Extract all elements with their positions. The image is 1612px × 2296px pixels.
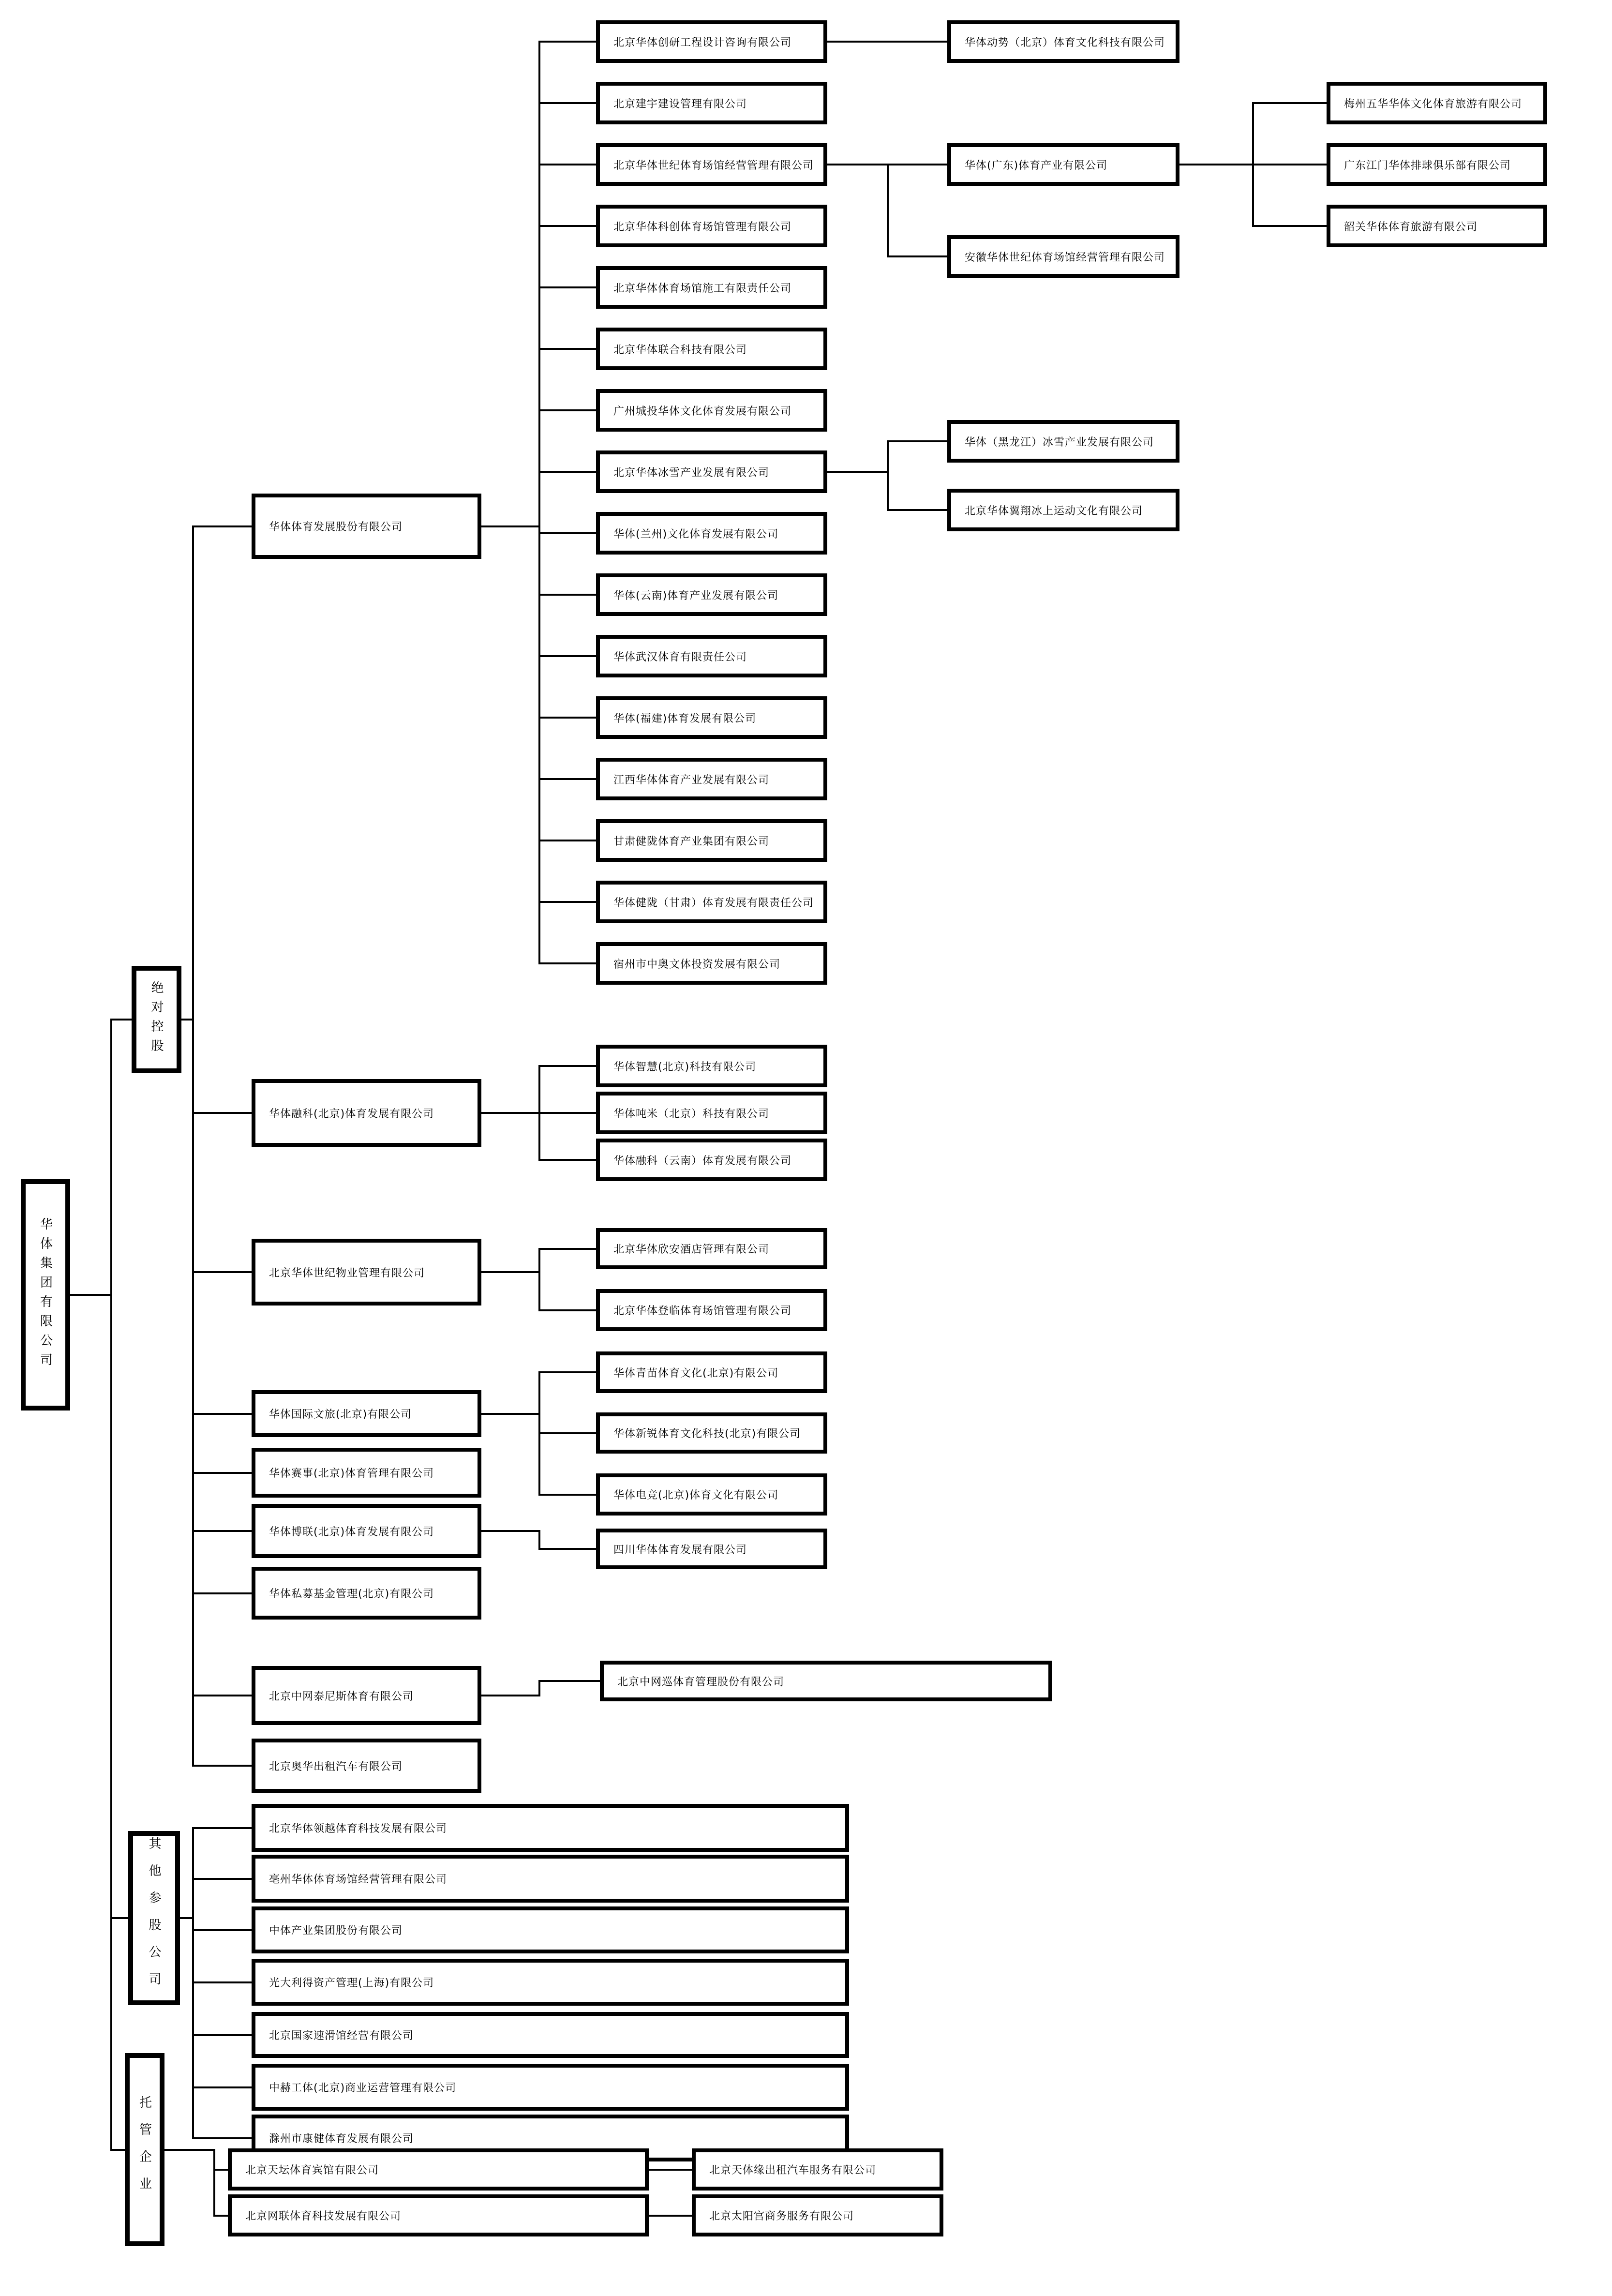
org-node-label: 华体新锐体育文化科技(北京)有限公司 [613,1428,801,1440]
connector-line [193,1112,252,1114]
org-node-hlj [947,420,1179,463]
org-node-bolian [252,1504,481,1558]
org-node-oc4 [252,1959,849,2006]
connector-line [888,255,947,257]
connector-line [481,1112,539,1114]
org-node-label: 中体产业集团股份有限公司 [269,1925,403,1937]
org-node-label: 北京国家速滑馆经营有限公司 [269,2030,414,2042]
connector-line [193,1413,252,1415]
org-node-a1 [596,20,827,63]
connector-line [649,2169,692,2171]
connector-line [193,1695,252,1696]
org-node-yx [947,489,1179,531]
connector-line [539,594,596,596]
connector-line [539,1309,596,1311]
org-node-a4 [596,205,827,247]
org-node-label: 华体博联(北京)体育发展有限公司 [269,1526,434,1538]
org-node-tg2 [228,2194,649,2236]
connector-line [481,1695,539,1696]
connector-line [111,1917,128,1919]
org-node-a8 [596,450,827,493]
connector-line [538,1530,540,1550]
org-node-sc1 [596,1529,827,1569]
org-node-label: 北京华体登临体育场馆管理有限公司 [613,1305,792,1317]
connector-line [193,1981,252,1983]
org-node-label: 华体动势（北京）体育文化科技有限公司 [965,36,1165,49]
org-node-label: 亳州华体体育场馆经营管理有限公司 [269,1874,448,1886]
connector-line [193,1929,252,1931]
org-node-a7 [596,389,827,432]
org-node-label: 华体电竞(北京)体育文化有限公司 [613,1489,779,1501]
org-node-label: 华体智慧(北京)科技有限公司 [613,1061,757,1073]
org-node-label: 其他参股公司 [147,1837,161,1999]
connector-line [539,1065,596,1067]
org-node-label: 北京华体创研工程设计咨询有限公司 [613,36,792,49]
connector-line [539,962,596,964]
connector-line [539,348,596,350]
org-node-mz [1327,82,1547,124]
connector-line [888,41,947,43]
connector-line [539,840,596,841]
org-node-label: 北京奥华出租汽车有限公司 [269,1760,403,1773]
org-node-label: 华体赛事(北京)体育管理有限公司 [269,1468,434,1480]
org-node-label: 北京网联体育科技发展有限公司 [245,2210,402,2222]
connector-line [888,509,947,511]
connector-line [888,440,947,442]
org-node-htrk [252,1079,481,1147]
connector-line [193,1592,252,1594]
org-node-label: 北京华体体育场馆施工有限责任公司 [613,282,792,295]
org-node-tg1 [228,2148,649,2191]
org-node-wy2 [596,1289,827,1331]
connector-line [193,1530,252,1532]
connector-line [539,901,596,903]
connector-line [214,2169,228,2171]
org-node-label: 北京华体科创体育场馆管理有限公司 [613,221,792,233]
connector-line [887,440,889,511]
org-node-a2 [596,82,827,124]
org-node-label: 北京太阳宫商务服务有限公司 [709,2210,854,2222]
org-node-label: 北京华体联合科技有限公司 [613,344,747,356]
org-node-label: 华体吨米（北京）科技有限公司 [613,1108,770,1120]
org-node-label: 江西华体体育产业发展有限公司 [613,774,770,786]
connector-line [1179,164,1253,165]
org-node-oc6 [252,2064,849,2111]
connector-line [193,525,252,527]
org-node-oc3 [252,1906,849,1953]
org-node-label: 宿州市中奥文体投资发展有限公司 [613,958,781,971]
connector-line [539,41,596,43]
org-node-jdkg [132,966,181,1073]
org-node-label: 华体健陇（甘肃）体育发展有限责任公司 [613,897,814,909]
org-node-simu [252,1567,481,1620]
org-node-a5 [596,266,827,309]
connector-line [827,164,888,165]
org-node-tt1 [692,2148,943,2191]
connector-line [180,1917,193,1919]
connector-line [538,1680,540,1696]
org-node-label: 北京华体冰雪产业发展有限公司 [613,466,770,479]
connector-line [181,1019,193,1020]
org-node-label: 北京华体世纪体育场馆经营管理有限公司 [613,159,814,172]
org-node-zwx1 [600,1661,1052,1701]
org-node-label: 北京华体翼翔冰上运动文化有限公司 [965,505,1143,517]
org-node-label: 华体武汉体育有限责任公司 [613,651,747,663]
connector-line [214,2215,228,2217]
org-node-oc2 [252,1855,849,1903]
org-node-ds [947,20,1179,63]
connector-line [539,1159,596,1161]
connector-line [539,409,596,411]
connector-line [539,717,596,719]
org-node-a14 [596,819,827,862]
connector-line [539,225,596,227]
org-node-label: 北京中网泰尼斯体育有限公司 [269,1690,414,1703]
connector-line [539,778,596,780]
org-node-wuye [252,1239,481,1306]
org-node-label: 北京华体欣安酒店管理有限公司 [613,1244,770,1256]
org-node-a15 [596,881,827,923]
connector-line [539,532,596,534]
org-node-a13 [596,758,827,800]
org-node-label: 华体融科（云南）体育发展有限公司 [613,1155,792,1167]
connector-line [193,1271,252,1273]
connector-line [1253,225,1327,227]
connector-line [193,2137,252,2139]
org-node-oc1 [252,1804,849,1852]
connector-line [539,1548,596,1550]
connector-line [539,1112,596,1114]
connector-line [111,1019,132,1020]
org-node-a16 [596,942,827,985]
org-node-a9 [596,512,827,555]
connector-line [193,2034,252,2036]
org-node-label: 甘肃健陇体育产业集团有限公司 [613,835,770,848]
org-node-label: 华体国际文旅(北京)有限公司 [269,1409,412,1421]
connector-line [1253,102,1327,104]
org-node-wl1 [596,1351,827,1393]
org-node-a3 [596,143,827,186]
connector-line [193,1765,252,1767]
connector-line [827,41,888,43]
org-node-rk2 [596,1092,827,1134]
connector-line [827,471,888,473]
org-node-a11 [596,635,827,677]
org-node-qtcg [128,1831,180,2005]
connector-line [538,41,540,964]
connector-line [70,1294,111,1296]
org-node-a10 [596,573,827,616]
connector-line [649,2215,692,2217]
connector-line [481,1413,539,1415]
connector-line [1253,164,1327,165]
connector-line [164,2149,214,2151]
org-node-label: 绝对控股 [149,981,164,1058]
connector-line [538,1248,540,1311]
org-node-label: 北京天体缘出租汽车服务有限公司 [709,2164,877,2176]
org-node-label: 北京中网巡体育管理股份有限公司 [617,1676,785,1688]
org-node-label: 华体(广东)体育产业有限公司 [965,159,1108,172]
org-node-wl3 [596,1473,827,1516]
connector-line [539,471,596,473]
org-node-label: 华体融科(北京)体育发展有限公司 [269,1108,434,1120]
connector-line [111,2149,125,2151]
connector-line [539,655,596,657]
connector-line [539,1494,596,1496]
connector-line [193,1878,252,1880]
connector-line [481,525,539,527]
connector-line [888,164,947,165]
connector-line [110,1019,112,2151]
org-node-label: 广东江门华体排球俱乐部有限公司 [1344,159,1511,172]
org-node-label: 安徽华体世纪体育场馆经营管理有限公司 [965,251,1165,264]
org-node-label: 华体体育发展股份有限公司 [269,521,403,533]
org-node-label: 华体私募基金管理(北京)有限公司 [269,1588,434,1600]
org-node-label: 广州城投华体文化体育发展有限公司 [613,405,792,418]
org-node-rk1 [596,1045,827,1087]
org-node-gd [947,143,1179,186]
org-node-wy1 [596,1228,827,1269]
org-node-saishi [252,1448,481,1498]
org-node-label: 华体(兰州)文化体育发展有限公司 [613,528,779,540]
org-node-label: 托管企业 [137,2095,152,2204]
connector-line [193,2086,252,2088]
org-node-label: 中赫工体(北京)商业运营管理有限公司 [269,2082,457,2094]
org-node-aohua [252,1739,481,1793]
connector-line [192,525,194,1767]
connector-line [481,1530,539,1532]
org-node-label: 北京华体领越体育科技发展有限公司 [269,1823,448,1835]
org-node-label: 华体(福建)体育发展有限公司 [613,712,757,725]
connector-line [539,164,596,165]
connector-line [539,286,596,288]
org-node-label: 华体集团有限公司 [38,1217,53,1372]
org-node-zwtns [252,1666,481,1725]
connector-line [539,1432,596,1434]
org-node-htty [252,494,481,559]
connector-line [481,1271,539,1273]
connector-line [539,102,596,104]
org-node-label: 四川华体体育发展有限公司 [613,1544,747,1556]
org-node-label: 华体（黑龙江）冰雪产业发展有限公司 [965,436,1154,449]
org-node-tt2 [692,2194,943,2236]
connector-line [539,1371,596,1373]
org-node-wenlv [252,1390,481,1437]
org-node-label: 华体(云南)体育产业发展有限公司 [613,589,779,602]
connector-line [193,1472,252,1474]
org-node-ah [947,235,1179,278]
org-node-sg [1327,205,1547,247]
org-node-a12 [596,696,827,739]
org-node-label: 滁州市康健体育发展有限公司 [269,2133,414,2145]
connector-line [539,1248,596,1250]
org-node-root [21,1179,70,1411]
org-node-wl2 [596,1412,827,1454]
org-node-jm [1327,143,1547,186]
connector-line [887,164,889,257]
org-node-oc5 [252,2012,849,2058]
org-node-tgqy [125,2053,164,2246]
org-node-label: 华体青苗体育文化(北京)有限公司 [613,1367,779,1380]
org-node-a6 [596,328,827,370]
org-node-label: 北京华体世纪物业管理有限公司 [269,1267,425,1279]
org-node-label: 光大利得资产管理(上海)有限公司 [269,1977,434,1989]
org-node-label: 韶关华体体育旅游有限公司 [1344,221,1478,233]
connector-line [213,2149,215,2217]
org-node-label: 北京天坛体育宾馆有限公司 [245,2164,379,2176]
connector-line [193,1827,252,1829]
connector-line [539,1680,600,1682]
org-node-label: 北京建宇建设管理有限公司 [613,98,747,110]
org-node-label: 梅州五华华体文化体育旅游有限公司 [1344,98,1522,110]
org-node-rk3 [596,1139,827,1181]
